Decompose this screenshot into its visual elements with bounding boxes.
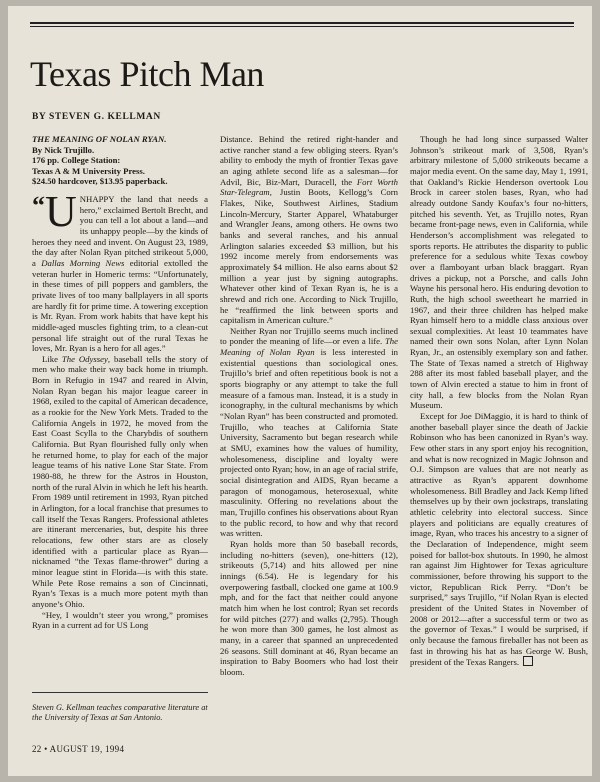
article-title: Texas Pitch Man [30, 54, 264, 94]
page-footer: 22 • AUGUST 19, 1994 [32, 744, 125, 754]
book-author: By Nick Trujillo. [32, 144, 95, 155]
paragraph: “Hey, I wouldn’t steer you wrong,” promises Ryan in a current ad for US Long [32, 609, 208, 631]
magazine-page [8, 6, 592, 776]
byline: BY STEVEN G. KELLMAN [32, 112, 161, 122]
end-mark-icon [523, 656, 533, 666]
book-pages: 176 pp. College Station: [32, 155, 121, 166]
book-publisher: Texas A & M University Press. [32, 165, 145, 176]
column-3 [410, 134, 588, 668]
book-title: THE MEANING OF NOLAN RYAN. [32, 134, 167, 144]
column-1 [32, 134, 208, 631]
lead-caps: NHAPPY [79, 193, 115, 204]
paragraph: Like The Odyssey, baseball tells the story of men who make their way back home in triumph. Born in Refugio in 1947 and reared in Alvin, Nolan Ryan began his major league career in 1968, exiled to the capital of American decadence, as a rookie for the New York Mets. Traded to the California Angels in 1972, he moved from the East Coast Scylla to the Charybdis of southern California. But Ryan flourished fully only when he returned home, to play for each of the major league teams of his native Lone Star State. From 1980-88, he threw for the Astros in Houston, north of the rural Alvin in which he left his hearth. From 1989 until retirement in 1993, Ryan pitched in Arlington, for a local franchise that presumes to call itself the Texas Rangers. Professional athletes are itinerant mercenaries, but, despite his three relocations, few other stars are as closely identified with a particular place as Ryan—nicknamed “the Texas flame-thrower” during a minor league stint in Florida—is with this state. While Pete Rose remains a son of Cincinnati, Ryan’s Texas is a much more potent myth than anyone’s Ohio. [32, 353, 209, 609]
drop-quote: “ [32, 190, 45, 220]
drop-cap: U [45, 186, 77, 236]
paragraph: Distance. Behind the retired right-hander and active rancher stand a few obliging steers. Ryan’s ability to embody the myth of frontier Texas gave an aging athlete second life as a salesman—for Advil, Bic, Biz-Mart, Duracell, the Fort Worth Star-Telegram, Justin Boots, Kellogg’s Corn Flakes, Nike, Southwest Airlines, Stadium Lincoln-Mercury, Starter Apparel, Whataburger and Wrangler Jeans, among others. He owns two banks and several ranches, and his annual Arlington salaries exceeded $3 million, but his 1992 income merely from endorsements was approximately $4 million. He also earns about $2 million a year just by signing autographs. Whatever other kind of Texan Ryan is, he is a shrewd and rich one. According to Nick Trujillo, he “reaffirmed the link between sports and capitalism in American culture.” [220, 134, 398, 326]
author-note: Steven G. Kellman teaches comparative literature at the University of Texas at San Antonio. [32, 692, 208, 724]
top-rule-thin [30, 26, 574, 27]
top-rule [30, 22, 574, 24]
paragraph: “ U NHAPPY the land that needs a hero,” exclaimed Bertolt Brecht, and you can tell a lot about a land—and its unhappy people—by the kinds of heroes they need and invent. On August 23, 1989, the day after Nolan Ryan pitched strikeout 5,000, a Dallas Morning News editorial extolled the veteran hurler in Homeric terms: “Unfortunately, in these times of pill poppers and gamblers, the private lives of too many ballplayers in all sports are hardly fit for prime time. A towering exception is Mr. Ryan. From work habits that have kept his middle-aged muscles fighting trim, to a clean-cut personal life straight out of the rural Texas he loves, Mr. Ryan is a hero for all ages.” [32, 186, 209, 354]
book-info [32, 134, 208, 187]
paragraph: Ryan holds more than 50 baseball records, including no-hitters (seven), one-hitters (12), strikeouts (5,714) and hits allowed per nine innings (6.54). He is legendary for his overpowering fastball, clocked one game at 100.9 mph, and for the fact that neither could anyone match him when he lost control; Ryan set records for wild pitches (277) and walks (2,795). Though he won more than 300 games, he lost almost as many, in a career that spanned an unprecedented 26 seasons. Still dominant at 46, Ryan became an inspiration to Baby Boomers who had lost their bloom. [220, 538, 398, 677]
book-price: $24.50 hardcover, $13.95 paperback. [32, 176, 168, 187]
column-2 [220, 134, 398, 677]
paragraph: Except for Joe DiMaggio, it is hard to think of another baseball player since the death of Jackie Robinson who has been canonized in Ryan’s way. Few other stars in any sport enjoy his recognition, and what is now recognized in Magic Johnson and O.J. Simpson are values that are not nearly as attractive as Ryan’s apparent downhome wholesomeness. Bill Bradley and Jack Kemp lifted themselves up by their own jockstraps, translating athletic celebrity into electoral success. Since players and politicians are equally creatures of image, Ryan, who traces his ancestry to a signer of the Declaration of Independence, might seem poised for ballot-box shutouts. In 1990, he almost ran against Jim Hightower for Texas agriculture commissioner, before throwing his support to the victor, Republican Rick Perry. “Don’t be surprised,” says Trujillo, “if Nolan Ryan is elected president of the United States in November of 2008 or 2012—after a successful term or two as the governor of Texas.” I would be surprised, if only because the famous fireballer has not been as fast in throwing his hat as has George W. Bush, president of the Texas Rangers. [410, 411, 588, 668]
paragraph: Though he had long since surpassed Walter Johnson’s strikeout mark of 3,508, Ryan’s arbitrary milestone of 5,000 strikeouts became a major media event. On the same day, May 1, 1991, that Oakland’s Rickie Henderson overtook Lou Brock in career stolen bases, Ryan, who had already outdone Sandy Koufax’s four no-hitters, pitched his seventh. Yet, as Trujillo notes, Ryan became front-page news, even in California, while Henderson’s accomplishment was relegated to sports reports. He attributes the disparity to public preference for a sedulous white Texas cowboy over a flamboyant urban black braggart. Ryan drives a pickup, not a Porsche, and calls John Wayne his personal hero. His enduring devotion to Ruth, the high school sweetheart he married in 1967, and their three children has helped make Ryan himself hero to a middle class anxious over sexual complexities. At least 10 teammates have named their own sons Nolan, after Lynn Nolan Ryan, Jr., an ostensibly exemplary son and father. The State of Texas named a stretch of Highway 288 after its most fabled baseball player, and the town of Alvin erected a statue to him in front of city hall, a few blocks from the Nolan Ryan Museum. [410, 134, 588, 411]
paragraph: Neither Ryan nor Trujillo seems much inclined to ponder the meaning of life—or even a life. The Meaning of Nolan Ryan is less interested in existential questions than sociological ones. Trujillo’s brief and often repetitious book is not a sports biography or any attempt to take the full measure of a famous man. Instead, it is a study in iconography, in the cultural mechanisms by which “Nolan Ryan” has been constructed and promoted. Trujillo, who teaches at California State University, Sacramento but began research while at SMU, examines how the values of humility, wholesomeness, discipline and loyalty were projected onto Ryan; how, in an age of racial strife, social disintegration and AIDS, Ryan became a paragon of monogamous, heterosexual, white masculinity. Offering no revelations about the man, Trujillo confines his observations about Ryan to the public record, to how and why that record was written. [220, 325, 398, 539]
